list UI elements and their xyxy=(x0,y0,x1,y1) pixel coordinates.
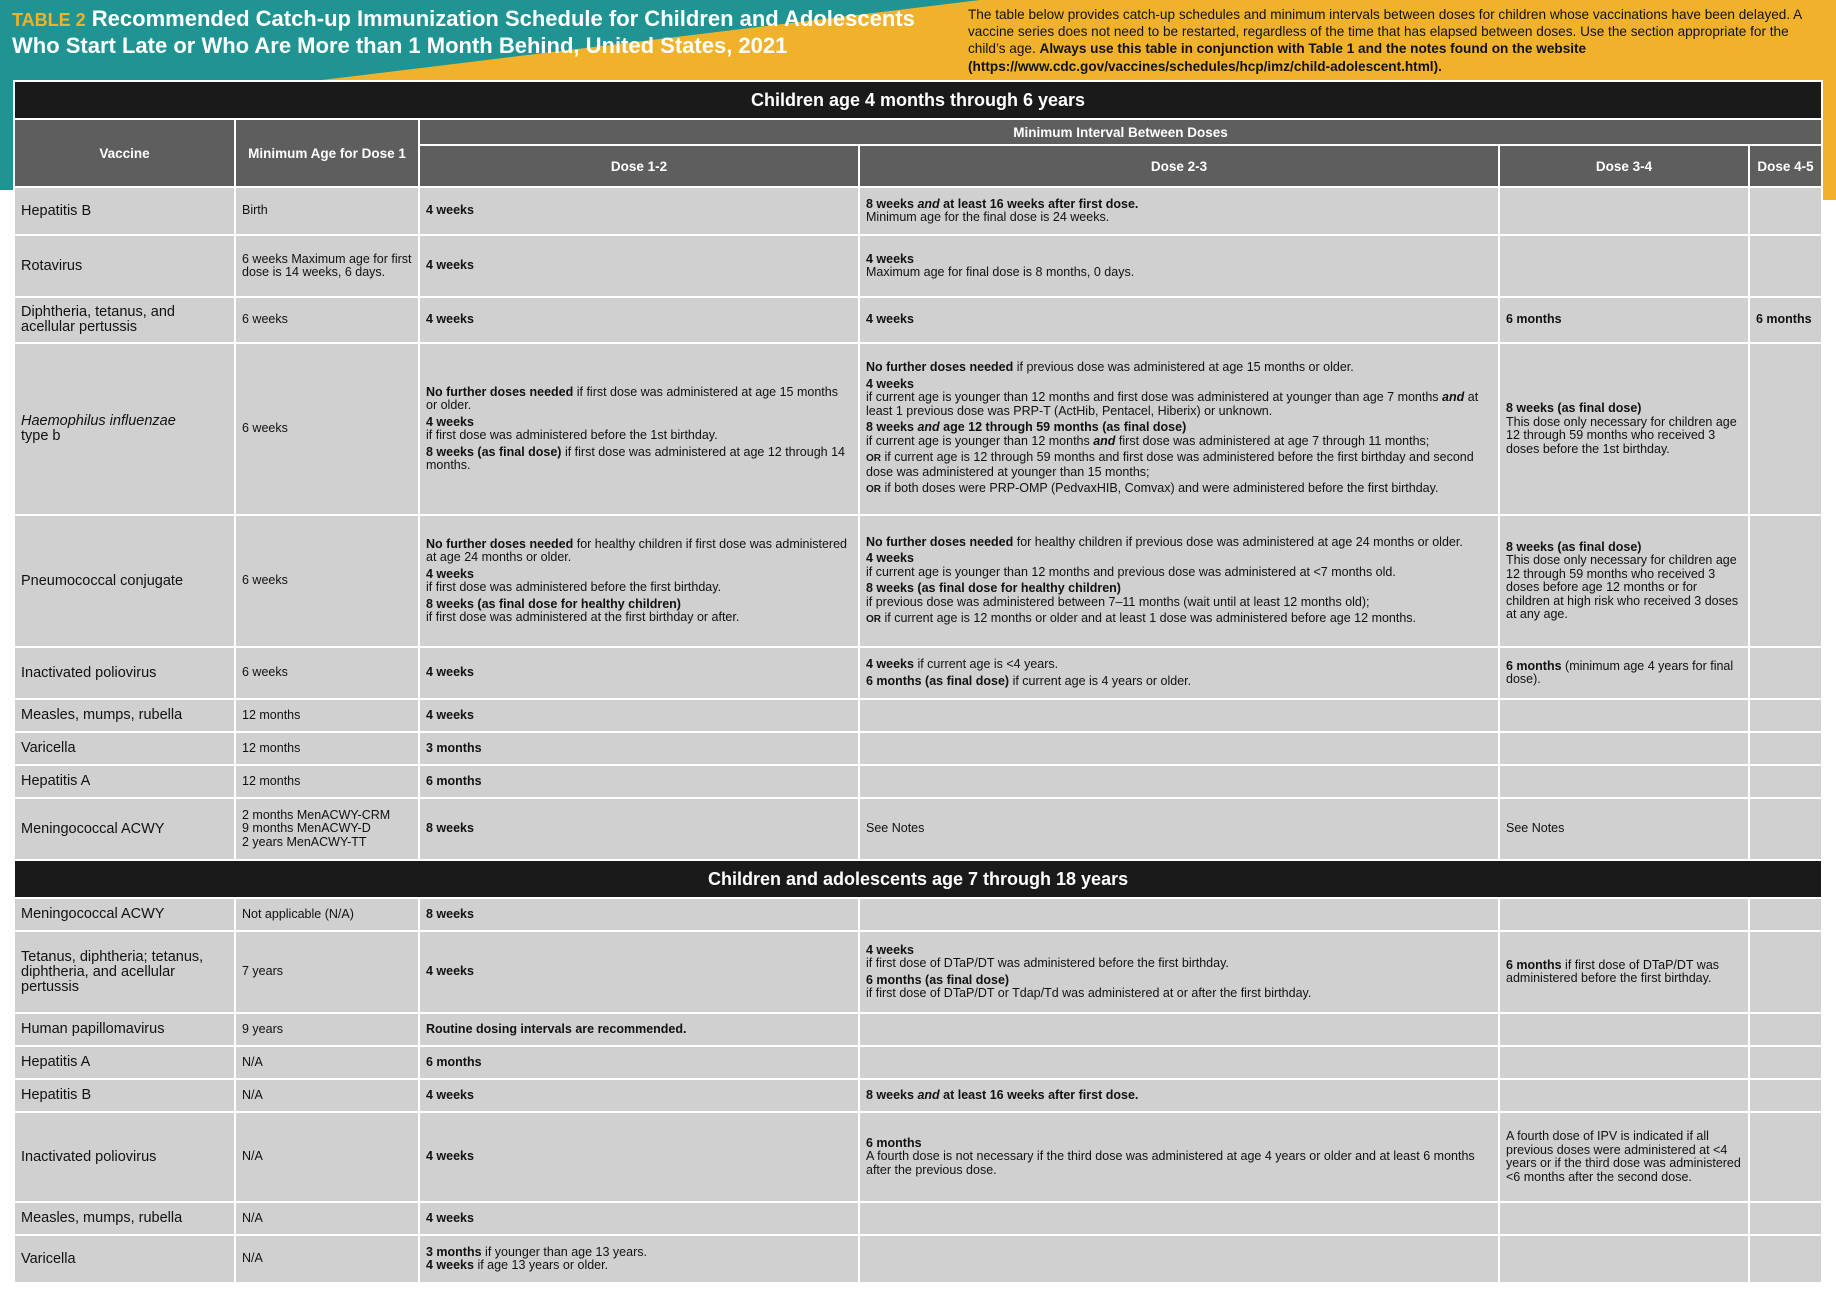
dose-1-2: 3 months xyxy=(419,732,859,765)
vaccine-name: Haemophilus influenzae type b xyxy=(14,343,235,515)
dose-3-4 xyxy=(1499,187,1749,235)
dose-2-3: See Notes xyxy=(859,798,1499,860)
dose-1-2: 4 weeks xyxy=(419,1112,859,1202)
vaccine-name: Meningococcal ACWY xyxy=(14,798,235,860)
dose-2-3: 8 weeks and at least 16 weeks after first dose. Minimum age for the final dose is 24 weeks. xyxy=(859,187,1499,235)
dose-2-3 xyxy=(859,1202,1499,1235)
table-row xyxy=(14,798,1822,860)
header-dose-3-4: Dose 3-4 xyxy=(1499,145,1749,187)
dose-4-5 xyxy=(1749,1013,1822,1046)
dose-3-4 xyxy=(1499,1202,1749,1235)
min-age: 6 weeks xyxy=(235,343,419,515)
table-row xyxy=(14,732,1822,765)
vaccine-name: Hepatitis B xyxy=(14,1079,235,1112)
dose-2-3 xyxy=(859,1235,1499,1283)
dose-4-5 xyxy=(1749,798,1822,860)
dose-2-3: 4 weeks Maximum age for final dose is 8 months, 0 days. xyxy=(859,235,1499,297)
dose-3-4 xyxy=(1499,1013,1749,1046)
vaccine-name: Inactivated poliovirus xyxy=(14,647,235,699)
dose-1-2: 6 months xyxy=(419,765,859,798)
dose-2-3 xyxy=(859,732,1499,765)
dose-3-4: 8 weeks (as final dose) This dose only necessary for children age 12 through 59 months who received 3 doses before the 1st birthday. xyxy=(1499,343,1749,515)
vaccine-name: Pneumococcal conjugate xyxy=(14,515,235,647)
dose-2-3: 4 weeks xyxy=(859,297,1499,343)
vaccine-name: Measles, mumps, rubella xyxy=(14,699,235,732)
dose-2-3: 8 weeks and at least 16 weeks after first dose. xyxy=(859,1079,1499,1112)
min-age: Not applicable (N/A) xyxy=(235,898,419,931)
min-age: N/A xyxy=(235,1046,419,1079)
vaccine-name: Meningococcal ACWY xyxy=(14,898,235,931)
dose-3-4 xyxy=(1499,732,1749,765)
min-age: N/A xyxy=(235,1112,419,1202)
dose-1-2: 4 weeks xyxy=(419,187,859,235)
min-age: 9 years xyxy=(235,1013,419,1046)
vaccine-name: Human papillomavirus xyxy=(14,1013,235,1046)
intro-text: The table below provides catch-up schedules and minimum intervals between doses for children whose vaccinations have been delayed. A vaccine series does not need to be restarted, regardless of the time that has elapsed between doses. Use the section appropriate for the child’s age. xyxy=(968,7,1802,57)
dose-4-5 xyxy=(1749,1202,1822,1235)
vaccine-name: Tetanus, diphtheria; tetanus, diphtheria, and acellular pertussis xyxy=(14,931,235,1013)
dose-4-5 xyxy=(1749,1046,1822,1079)
dose-1-2: 8 weeks xyxy=(419,898,859,931)
dose-4-5 xyxy=(1749,765,1822,798)
dose-4-5 xyxy=(1749,515,1822,647)
min-age: 12 months xyxy=(235,765,419,798)
dose-1-2: 3 months if younger than age 13 years. 4 weeks if age 13 years or older. xyxy=(419,1235,859,1283)
dose-1-2: 4 weeks xyxy=(419,235,859,297)
vaccine-name: Hepatitis B xyxy=(14,187,235,235)
table-row xyxy=(14,1202,1822,1235)
dose-3-4: A fourth dose of IPV is indicated if all previous doses were administered at <4 years or if the third dose was administered <6 months after the second dose. xyxy=(1499,1112,1749,1202)
dose-1-2: 4 weeks xyxy=(419,699,859,732)
dose-2-3: No further doses needed for healthy children if previous dose was administered at age 24 months or older. 4 weeks if current age is younger than 12 months and previous dose was administered at <7 months old. 8 weeks (as final dose for healthy children) if previous dose was administered between 7–11 months (wait until at least 12 months old); OR if current age is 12 months or older and at least 1 dose was administered before age 12 months. xyxy=(859,515,1499,647)
table-tag: TABLE 2 xyxy=(12,10,86,30)
dose-3-4 xyxy=(1499,1235,1749,1283)
column-header-row xyxy=(14,119,1822,145)
table-row xyxy=(14,699,1822,732)
table-row xyxy=(14,1079,1822,1112)
section-header-young xyxy=(14,81,1822,119)
header-dose-2-3: Dose 2-3 xyxy=(859,145,1499,187)
dose-1-2: 4 weeks xyxy=(419,297,859,343)
table-row xyxy=(14,1112,1822,1202)
dose-2-3 xyxy=(859,1013,1499,1046)
min-age: 7 years xyxy=(235,931,419,1013)
dose-3-4: 6 months xyxy=(1499,297,1749,343)
dose-4-5: 6 months xyxy=(1749,297,1822,343)
table-row xyxy=(14,898,1822,931)
vaccine-name: Diphtheria, tetanus, and acellular pertussis xyxy=(14,297,235,343)
table-row xyxy=(14,297,1822,343)
vaccine-name: Rotavirus xyxy=(14,235,235,297)
table-row xyxy=(14,187,1822,235)
header-min-age: Minimum Age for Dose 1 xyxy=(235,119,419,187)
catch-up-schedule-table xyxy=(13,80,1823,1284)
title-line-1: Recommended Catch-up Immunization Schedule for Children and Adolescents xyxy=(91,6,915,31)
section-header-older xyxy=(14,860,1822,898)
table-row xyxy=(14,765,1822,798)
table-row xyxy=(14,343,1822,515)
intro-bold-text: Always use this table in conjunction with Table 1 and the notes found on the website (https://www.cdc.gov/vaccines/schedules/hcp/imz/child-adolescent.html). xyxy=(968,41,1587,74)
table-row xyxy=(14,1013,1822,1046)
dose-4-5 xyxy=(1749,647,1822,699)
dose-2-3 xyxy=(859,1046,1499,1079)
min-age: 6 weeks xyxy=(235,515,419,647)
table-title xyxy=(12,6,952,58)
table-row xyxy=(14,1235,1822,1283)
dose-3-4: See Notes xyxy=(1499,798,1749,860)
min-age: N/A xyxy=(235,1235,419,1283)
dose-4-5 xyxy=(1749,1079,1822,1112)
section-title: Children age 4 months through 6 years xyxy=(14,81,1822,119)
dose-2-3 xyxy=(859,898,1499,931)
min-age: N/A xyxy=(235,1202,419,1235)
dose-1-2: 4 weeks xyxy=(419,931,859,1013)
vaccine-name: Inactivated poliovirus xyxy=(14,1112,235,1202)
table-row xyxy=(14,647,1822,699)
dose-1-2: 8 weeks xyxy=(419,798,859,860)
dose-4-5 xyxy=(1749,898,1822,931)
min-age: 12 months xyxy=(235,699,419,732)
vaccine-name: Hepatitis A xyxy=(14,1046,235,1079)
header-dose-4-5: Dose 4-5 xyxy=(1749,145,1822,187)
dose-1-2: 4 weeks xyxy=(419,1079,859,1112)
min-age: Birth xyxy=(235,187,419,235)
dose-3-4 xyxy=(1499,235,1749,297)
dose-3-4 xyxy=(1499,1079,1749,1112)
dose-1-2: 6 months xyxy=(419,1046,859,1079)
dose-4-5 xyxy=(1749,187,1822,235)
min-age: 6 weeks xyxy=(235,297,419,343)
header-vaccine: Vaccine xyxy=(14,119,235,187)
table-row xyxy=(14,931,1822,1013)
dose-3-4 xyxy=(1499,1046,1749,1079)
dose-4-5 xyxy=(1749,931,1822,1013)
dose-1-2: 4 weeks xyxy=(419,647,859,699)
dose-3-4 xyxy=(1499,765,1749,798)
table-row xyxy=(14,235,1822,297)
header-interval-group: Minimum Interval Between Doses xyxy=(419,119,1822,145)
dose-4-5 xyxy=(1749,235,1822,297)
table-row xyxy=(14,1046,1822,1079)
table-row xyxy=(14,515,1822,647)
dose-3-4: 8 weeks (as final dose) This dose only necessary for children age 12 through 59 months who received 3 doses before age 12 months or for children at high risk who received 3 doses at any age. xyxy=(1499,515,1749,647)
dose-4-5 xyxy=(1749,1235,1822,1283)
min-age: 6 weeks Maximum age for first dose is 14 weeks, 6 days. xyxy=(235,235,419,297)
dose-1-2: No further doses needed for healthy children if first dose was administered at age 24 months or older. 4 weeks if first dose was administered before the first birthday. 8 weeks (as final dose for healthy children) if first dose was administered at the first birthday or after. xyxy=(419,515,859,647)
intro-paragraph xyxy=(968,6,1824,75)
header-dose-1-2: Dose 1-2 xyxy=(419,145,859,187)
dose-2-3: No further doses needed if previous dose was administered at age 15 months or older. 4 weeks if current age is younger than 12 months and first dose was administered at younger than age 7 months and at least 1 previous dose was PRP-T (ActHib, Pentacel, Hiberix) or unknown. 8 weeks and age 12 through 59 months (as final dose) if current age is younger than 12 months and first dose was administered at age 7 through 11 months; OR if current age is 12 through 59 months and first dose was administered before the first birthday and second dose was administered at younger than 15 months; OR if both doses were PRP-OMP (PedvaxHIB, Comvax) and were administered before the first birthday. xyxy=(859,343,1499,515)
dose-2-3: 6 months A fourth dose is not necessary if the third dose was administered at age 4 years or older and at least 6 months after the previous dose. xyxy=(859,1112,1499,1202)
min-age: N/A xyxy=(235,1079,419,1112)
dose-2-3 xyxy=(859,765,1499,798)
section-title: Children and adolescents age 7 through 18 years xyxy=(14,860,1822,898)
min-age: 6 weeks xyxy=(235,647,419,699)
dose-1-2: 4 weeks xyxy=(419,1202,859,1235)
dose-1-2: No further doses needed if first dose was administered at age 15 months or older. 4 weeks if first dose was administered before the 1st birthday. 8 weeks (as final dose) if first dose was administered at age 12 through 14 months. xyxy=(419,343,859,515)
dose-4-5 xyxy=(1749,699,1822,732)
dose-4-5 xyxy=(1749,732,1822,765)
min-age: 2 months MenACWY-CRM 9 months MenACWY-D 2 years MenACWY-TT xyxy=(235,798,419,860)
dose-1-2: Routine dosing intervals are recommended. xyxy=(419,1013,859,1046)
dose-3-4 xyxy=(1499,699,1749,732)
dose-3-4 xyxy=(1499,898,1749,931)
vaccine-name: Hepatitis A xyxy=(14,765,235,798)
vaccine-name: Measles, mumps, rubella xyxy=(14,1202,235,1235)
vaccine-name: Varicella xyxy=(14,732,235,765)
dose-4-5 xyxy=(1749,1112,1822,1202)
dose-2-3 xyxy=(859,699,1499,732)
min-age: 12 months xyxy=(235,732,419,765)
vaccine-name: Varicella xyxy=(14,1235,235,1283)
dose-3-4: 6 months (minimum age 4 years for final dose). xyxy=(1499,647,1749,699)
dose-3-4: 6 months if first dose of DTaP/DT was administered before the first birthday. xyxy=(1499,931,1749,1013)
title-line-2: Who Start Late or Who Are More than 1 Month Behind, United States, 2021 xyxy=(12,33,788,58)
dose-4-5 xyxy=(1749,343,1822,515)
dose-2-3: 4 weeks if first dose of DTaP/DT was administered before the first birthday. 6 months (as final dose) if first dose of DTaP/DT or Tdap/Td was administered at or after the first birthday. xyxy=(859,931,1499,1013)
dose-2-3: 4 weeks if current age is <4 years. 6 months (as final dose) if current age is 4 years or older. xyxy=(859,647,1499,699)
